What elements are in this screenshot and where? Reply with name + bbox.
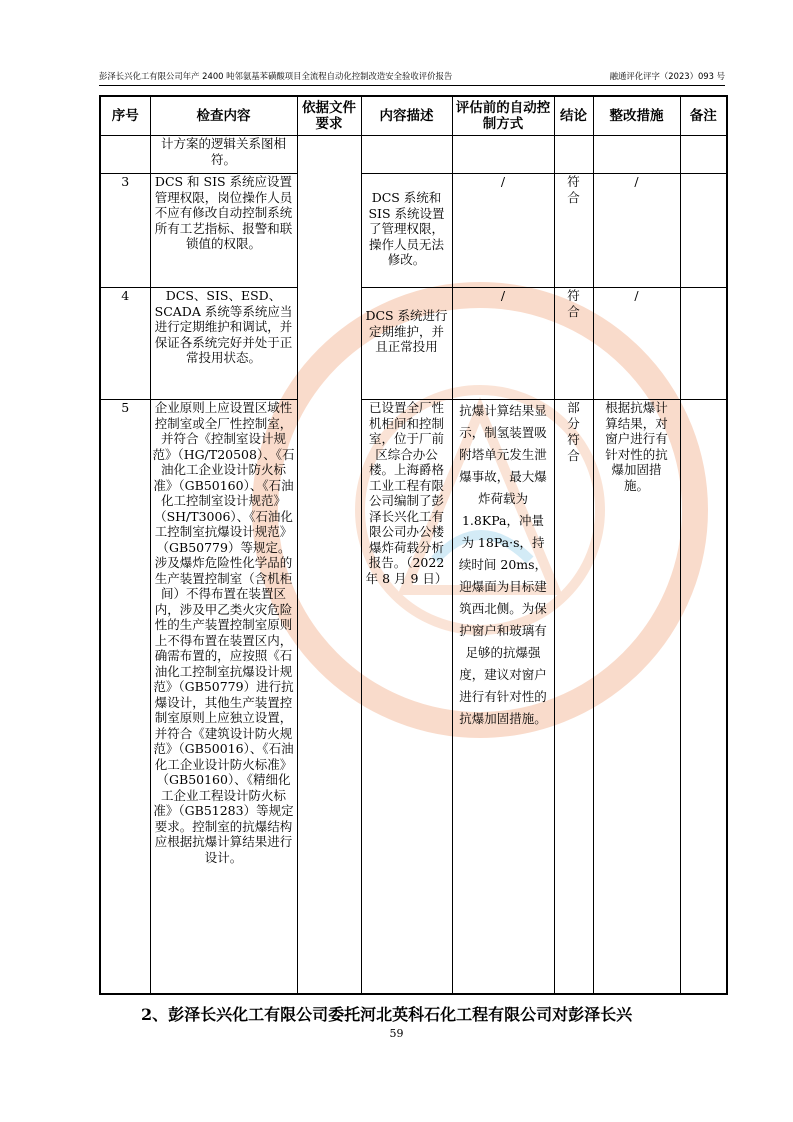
row-control-mode: 抗爆计算结果显示，制氢装置吸附塔单元发生泄爆事故，最大爆炸荷载为 1.8KPa，冲量为 18Pa·s，持续时间 20ms，迎爆面为目标建筑西北侧。为保护窗户和玻璃有足够的抗爆强度，建议对窗户进行有针对性的抗爆加固措施。: [452, 400, 554, 994]
row-rectification: [593, 136, 680, 174]
table-row: [100, 288, 727, 400]
row-description: DCS 系统进行定期维护，并且正常投用: [361, 288, 452, 400]
table-row: [100, 136, 727, 174]
row-no: 5: [100, 400, 150, 994]
row-remarks: [680, 136, 727, 174]
col-header-control-mode: 评估前的自动控制方式: [452, 96, 554, 136]
row-remarks: [680, 288, 727, 400]
col-header-no: 序号: [100, 96, 150, 136]
row-control-mode: /: [452, 288, 554, 400]
col-header-check-item: 检查内容: [150, 96, 297, 136]
table-header-row: [100, 96, 727, 136]
row-description: 已设置全厂性机柜间和控制室，位于厂前区综合办公楼。上海爵格工业工程有限公司编制了彭泽长兴化工有限公司办公楼爆炸荷载分析报告。（2022 年 8 月 9 日）: [361, 400, 452, 994]
row-conclusion: [554, 136, 593, 174]
row-rectification: /: [593, 174, 680, 288]
continuation-paragraph: 2、彭泽长兴化工有限公司委托河北英科石化工程有限公司对彭泽长兴: [141, 1005, 633, 1024]
row-control-mode: /: [452, 174, 554, 288]
col-header-basis: 依据文件要求: [297, 96, 361, 136]
row-check-item: 计方案的逻辑关系图相符。: [150, 136, 297, 174]
row-description: [361, 136, 452, 174]
table-row: [100, 400, 727, 994]
row-check-item: DCS、SIS、ESD、SCADA 系统等系统应当进行定期维护和调试，并保证各系统完好并处于正常投用状态。: [150, 288, 297, 400]
header-report-title: 彭泽长兴化工有限公司年产 2400 吨邻氨基苯磺酸项目全流程自动化控制改造安全验收评价报告: [99, 71, 453, 81]
page-header: [99, 70, 725, 86]
header-report-number: 融通评化评字（2023）093 号: [609, 71, 725, 81]
col-header-description: 内容描述: [361, 96, 452, 136]
col-header-conclusion: 结论: [554, 96, 593, 136]
row-remarks: [680, 400, 727, 994]
row-check-item: 企业原则上应设置区域性控制室或全厂性控制室，并符合《控制室设计规范》（HG/T20508）、《石油化工企业设计防火标准》（GB50160）、《石油化工控制室设计规范》（SH/T3006）、《石油化工控制室抗爆设计规范》（GB50779）等规定。涉及爆炸危险性化学品的生产装置控制室（含机柜间）不得布置在装置区内，涉及甲乙类火灾危险性的生产装置控制室原则上不得布置在装置区内，确需布置的，应按照《石油化工控制室抗爆设计规范》（GB50779）进行抗爆设计，其他生产装置控制室原则上应独立设置，并符合《建筑设计防火规范》（GB50016）、《石油化工企业设计防火标准》（GB50160）、《精细化工企业工程设计防火标准》（GB51283）等规定要求。控制室的抗爆结构应根据抗爆计算结果进行设计。: [150, 400, 297, 994]
row-no: 4: [100, 288, 150, 400]
row-conclusion: 符合: [554, 288, 593, 400]
row-remarks: [680, 174, 727, 288]
row-no: [100, 136, 150, 174]
row-rectification: 根据抗爆计算结果，对窗户进行有针对性的抗爆加固措施。: [593, 400, 680, 994]
row-rectification: /: [593, 288, 680, 400]
row-conclusion: 符合: [554, 174, 593, 288]
table-row: [100, 174, 727, 288]
page-number: 59: [389, 1027, 404, 1040]
col-header-rectification: 整改措施: [593, 96, 680, 136]
row-control-mode: [452, 136, 554, 174]
col-header-remarks: 备注: [680, 96, 727, 136]
row-basis: [297, 136, 361, 994]
inspection-table: [99, 95, 728, 995]
row-description: DCS 系统和SIS 系统设置了管理权限，操作人员无法修改。: [361, 174, 452, 288]
row-no: 3: [100, 174, 150, 288]
row-check-item: DCS 和 SIS 系统应设置管理权限，岗位操作人员不应有修改自动控制系统所有工艺指标、报警和联锁值的权限。: [150, 174, 297, 288]
row-conclusion: 部分符合: [554, 400, 593, 994]
